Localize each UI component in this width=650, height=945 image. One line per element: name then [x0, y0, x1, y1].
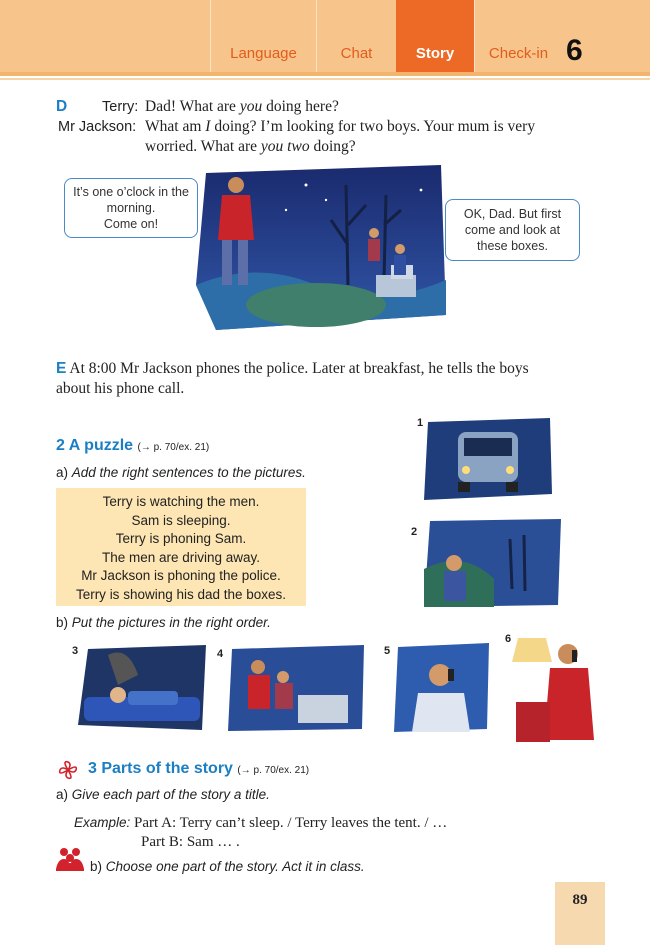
dialogue-emphasis: I [205, 118, 211, 135]
sentence-item: Terry is watching the men. [102, 494, 260, 509]
page-reference: (→ p. 70/ex. 21) [137, 442, 210, 453]
dialogue-text: doing? [309, 138, 356, 155]
instruction-text: Put the pictures in the right order. [71, 615, 271, 630]
section-d-line-1 [56, 97, 139, 117]
section-d-letter: D [56, 98, 68, 115]
bubble-text: morning. [106, 201, 156, 215]
page-number: 89 [555, 882, 605, 945]
exercise-2-title [56, 437, 209, 455]
example-text: Part A: Terry can’t sleep. / Terry leaves the tent. / … [134, 815, 448, 831]
instruction-text: Add the right sentences to the pictures. [71, 465, 306, 480]
dialogue-line-3 [145, 137, 356, 157]
unit-number: 6 [566, 34, 583, 67]
tab-check-in[interactable]: Check-in [474, 0, 562, 72]
sentence-item: Terry is phoning Sam. [115, 531, 247, 546]
exercise-number: 3 [88, 760, 97, 777]
example-line-1 [74, 813, 447, 833]
bubble-text: these boxes. [477, 239, 548, 253]
group-icon [54, 843, 86, 873]
bubble-text: come and look at [464, 223, 561, 237]
tab-language[interactable]: Language [210, 0, 316, 72]
page-reference: (→ p. 70/ex. 21) [237, 765, 310, 776]
item-label: a) [56, 465, 69, 480]
dialogue-emphasis: you two [260, 138, 310, 155]
exercise-title-text: Parts of the story [101, 760, 233, 777]
exercise-3a-instruction [56, 787, 270, 802]
sentence-item: The men are driving away. [101, 549, 261, 565]
dialogue-text: worried. What are [145, 138, 261, 155]
instruction-text: Give each part of the story a title. [71, 787, 270, 802]
speaker-mr-jackson: Mr Jackson: [58, 119, 137, 135]
dialogue-text: What am [145, 118, 206, 135]
speech-bubble-left [64, 178, 198, 238]
sentence-item: Terry is showing his dad the boxes. [75, 586, 287, 602]
dialogue-line-1 [145, 97, 339, 117]
picture-1-van [424, 418, 554, 500]
speaker-terry: Terry: [102, 99, 139, 115]
picture-number-4: 4 [217, 648, 224, 660]
header-stripe [0, 72, 650, 76]
sentence-box [56, 488, 306, 606]
header-thin-stripe [0, 78, 650, 80]
picture-4-showing-boxes [228, 645, 364, 731]
header-bar [0, 0, 650, 72]
exercise-3b-instruction [90, 859, 365, 874]
exercise-number: 2 [56, 437, 65, 454]
night-scene-illustration [196, 165, 448, 330]
picture-number-2: 2 [411, 526, 418, 538]
tab-chat[interactable]: Chat [316, 0, 396, 72]
picture-number-3: 3 [72, 645, 79, 657]
dialogue-text: doing? I’m looking for two boys. Your mum is very [210, 118, 536, 135]
dialogue-emphasis: you [239, 98, 263, 115]
exercise-2b-instruction [56, 615, 271, 630]
dialogue-text: doing here? [262, 98, 339, 115]
picture-2-terry-watching [424, 519, 561, 607]
example-line-2: Part B: Sam … . [141, 834, 240, 850]
flower-icon [56, 758, 80, 782]
dialogue-line-2 [145, 117, 535, 137]
picture-number-5: 5 [384, 645, 391, 657]
bubble-text: Come on! [103, 217, 159, 231]
picture-number-1: 1 [417, 417, 424, 429]
exercise-3-title [88, 760, 309, 778]
section-e-text: At 8:00 Mr Jackson phones the police. Later at breakfast, he tells the boys [69, 360, 529, 377]
item-label: b) [56, 615, 69, 630]
picture-5-terry-phoning [394, 643, 489, 732]
sentence-item: Sam is sleeping. [131, 512, 231, 528]
picture-3-sam-sleeping [78, 645, 206, 730]
sentence-item: Mr Jackson is phoning the police. [81, 568, 281, 583]
speech-bubble-right [445, 199, 580, 261]
picture-number-6: 6 [505, 633, 512, 645]
section-e-line-2: about his phone call. [56, 380, 185, 397]
instruction-text: Choose one part of the story. Act it in class. [105, 859, 365, 874]
picture-6-mr-jackson-phoning [512, 632, 600, 749]
example-label: Example: [74, 815, 131, 830]
dialogue-text: Dad! What are [145, 98, 240, 115]
item-label: a) [56, 787, 69, 802]
bubble-text: It’s one o’clock in the [73, 185, 189, 199]
bubble-text: OK, Dad. But first [463, 207, 562, 221]
item-label: b) [90, 859, 103, 874]
tab-story[interactable]: Story [396, 0, 474, 72]
section-e-letter: E [56, 360, 67, 377]
section-e-line-1 [56, 359, 529, 379]
exercise-2a-instruction [56, 465, 306, 480]
exercise-title-text: A puzzle [68, 437, 134, 454]
